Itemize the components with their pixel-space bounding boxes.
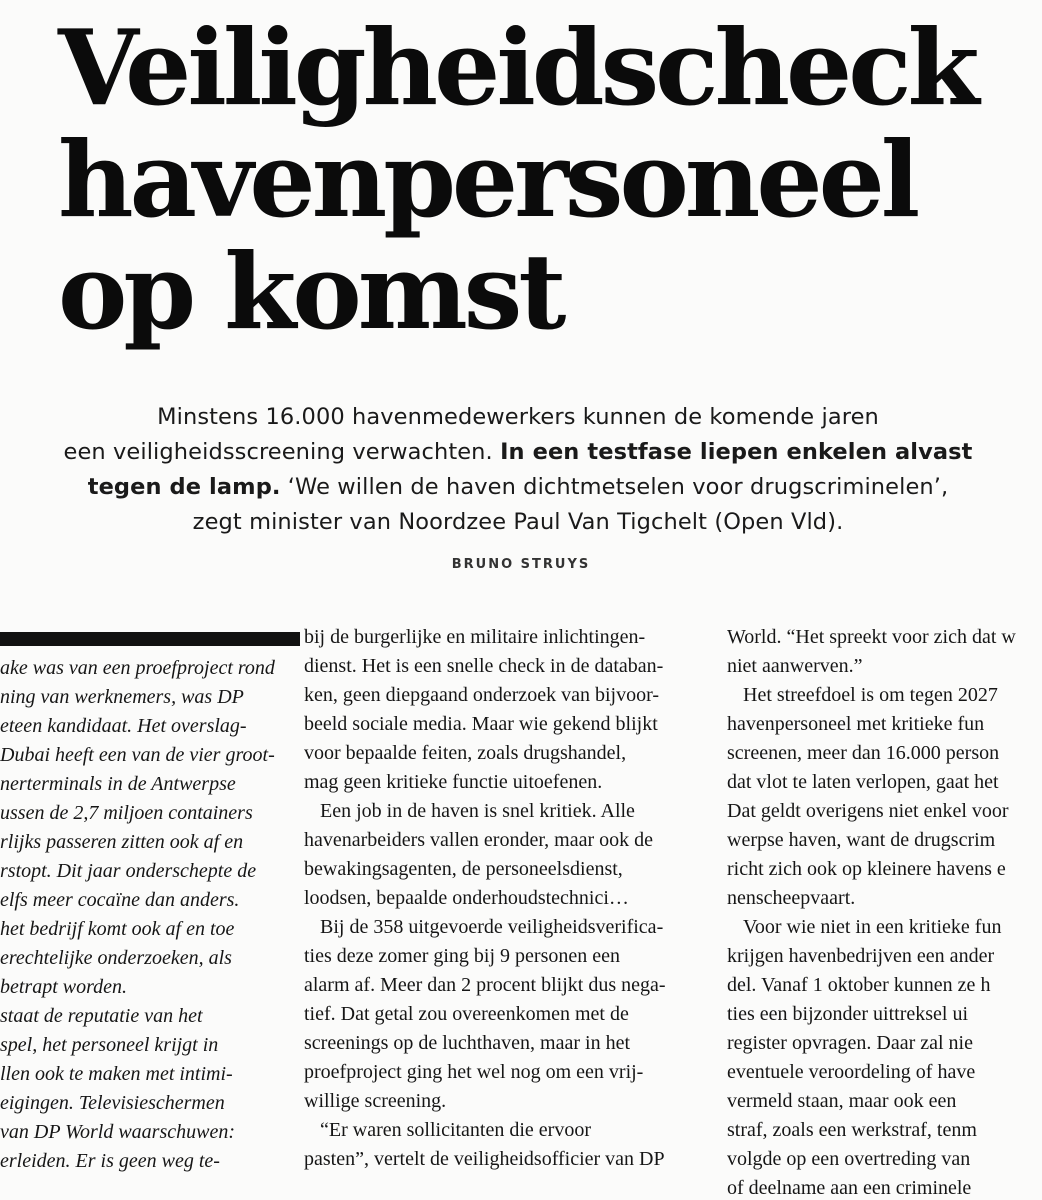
- lead-line-3-normal: ‘We willen de haven dichtmetselen voor drugscriminelen’,: [280, 474, 949, 500]
- column-2-line: Een job in de haven is snel kritiek. Alle: [320, 800, 635, 822]
- column-2-line: havenarbeiders vallen eronder, maar ook de: [304, 829, 654, 851]
- column-3-line: del. Vanaf 1 oktober kunnen ze h: [727, 974, 991, 996]
- headline-line-2: havenpersoneel: [58, 118, 917, 241]
- column-3-line: havenpersoneel met kritieke fun: [727, 713, 985, 735]
- lead-line-2: [18, 435, 1018, 470]
- headline-line-3: op komst: [58, 230, 563, 353]
- column-3-line: niet aanwerven.”: [727, 655, 863, 677]
- column-2-line: “Er waren sollicitanten die ervoor: [320, 1119, 591, 1141]
- column-2-line: loodsen, bepaalde onderhoudstechnici…: [304, 887, 629, 909]
- lead-paragraph: [18, 400, 1018, 540]
- column-1: [0, 654, 296, 1176]
- column-3-line: eventuele veroordeling of have: [727, 1061, 976, 1083]
- headline: [58, 6, 1018, 353]
- column-1-line: rlijks passeren zitten ook af en: [0, 831, 244, 853]
- column-3-line: vermeld staan, maar ook een: [727, 1090, 957, 1112]
- column-3-line: ties een bijzonder uittreksel ui: [727, 1003, 969, 1025]
- column-3-line: Het streefdoel is om tegen 2027: [743, 684, 998, 706]
- column-2-line: mag geen kritieke functie uitoefenen.: [304, 771, 603, 793]
- column-3-line: dat vlot te laten verlopen, gaat het: [727, 771, 999, 793]
- column-2: [304, 623, 718, 1174]
- column-3-line: Voor wie niet in een kritieke fun: [743, 916, 1002, 938]
- column-2-line: alarm af. Meer dan 2 procent blijkt dus nega-: [304, 974, 666, 996]
- column-1-line: eigingen. Televisieschermen: [0, 1092, 225, 1114]
- column-2-line: beeld sociale media. Maar wie gekend blijkt: [304, 713, 658, 735]
- column-2-line: Bij de 358 uitgevoerde veiligheidsverifica-: [320, 916, 664, 938]
- column-1-line: ussen de 2,7 miljoen containers: [0, 802, 253, 824]
- column-1-line: Dubai heeft een van de vier groot-: [0, 744, 275, 766]
- column-1-line: eteen kandidaat. Het overslag-: [0, 715, 247, 737]
- column-1-line: staat de reputatie van het: [0, 1005, 203, 1027]
- column-2-line: pasten”, vertelt de veiligheidsofficier van DP: [304, 1148, 665, 1170]
- column-1-line: elfs meer cocaïne dan anders.: [0, 889, 240, 911]
- column-2-line: tief. Dat getal zou overeenkomen met de: [304, 1003, 629, 1025]
- column-2-line: voor bepaalde feiten, zoals drugshandel,: [304, 742, 627, 764]
- column-2-line: screenings op de luchthaven, maar in het: [304, 1032, 630, 1054]
- lead-line-4: zegt minister van Noordzee Paul Van Tigchelt (Open Vld).: [192, 509, 844, 535]
- column-3-line: straf, zoals een werkstraf, tenm: [727, 1119, 977, 1141]
- column-3-line: of deelname aan een criminele: [727, 1177, 972, 1199]
- lead-line-2-bold: In een testfase liepen enkelen alvast: [500, 439, 973, 465]
- column-1-line: ning van werknemers, was DP: [0, 686, 244, 708]
- column-1-line: rstopt. Dit jaar onderschepte de: [0, 860, 257, 882]
- lead-line-1: Minstens 16.000 havenmedewerkers kunnen de komende jaren: [157, 404, 879, 430]
- column-2-line: willige screening.: [304, 1090, 447, 1112]
- byline: BRUNO STRUYS: [451, 557, 591, 572]
- column-1-line: spel, het personeel krijgt in: [0, 1034, 219, 1056]
- column-1-line: erechtelijke onderzoeken, als: [0, 947, 232, 969]
- column-1-line: erleiden. Er is geen weg te-: [0, 1150, 220, 1172]
- column-1-line: betrapt worden.: [0, 976, 128, 998]
- column-2-line: ken, geen diepgaand onderzoek van bijvoor-: [304, 684, 660, 706]
- column-2-line: bij de burgerlijke en militaire inlichtingen-: [304, 626, 646, 648]
- lead-line-3-bold: tegen de lamp.: [87, 474, 281, 500]
- lead-line-2-normal: een veiligheidsscreening verwachten.: [63, 439, 501, 465]
- column-3-line: werpse haven, want de drugscrim: [727, 829, 996, 851]
- column-1-line: llen ook te maken met intimi-: [0, 1063, 233, 1085]
- column-3-line: Dat geldt overigens niet enkel voor: [727, 800, 1009, 822]
- column-1-line: van DP World waarschuwen:: [0, 1121, 235, 1143]
- column-3-line: richt zich ook op kleinere havens e: [727, 858, 1006, 880]
- column-1-line: ake was van een proefproject rond: [0, 657, 275, 679]
- lead-line-3: [18, 470, 1018, 505]
- column-1-line: nerterminals in de Antwerpse: [0, 773, 236, 795]
- column-3-line: screenen, meer dan 16.000 person: [727, 742, 1000, 764]
- column-2-line: bewakingsagenten, de personeelsdienst,: [304, 858, 623, 880]
- column-2-line: proefproject ging het wel nog om een vrij-: [304, 1061, 644, 1083]
- column-3-line: krijgen havenbedrijven een ander: [727, 945, 995, 967]
- column-3-line: register opvragen. Daar zal nie: [727, 1032, 973, 1054]
- column-3-line: World. “Het spreekt voor zich dat w: [727, 626, 1016, 648]
- column-1-line: het bedrijf komt ook af en toe: [0, 918, 235, 940]
- column-3-line: nenscheepvaart.: [727, 887, 856, 909]
- column-3: [727, 623, 1042, 1200]
- column-rule: [0, 632, 300, 646]
- headline-line-1: Veiligheidscheck: [58, 6, 976, 129]
- column-3-line: volgde op een overtreding van: [727, 1148, 971, 1170]
- column-2-line: dienst. Het is een snelle check in de databan-: [304, 655, 664, 677]
- column-2-line: ties deze zomer ging bij 9 personen een: [304, 945, 620, 967]
